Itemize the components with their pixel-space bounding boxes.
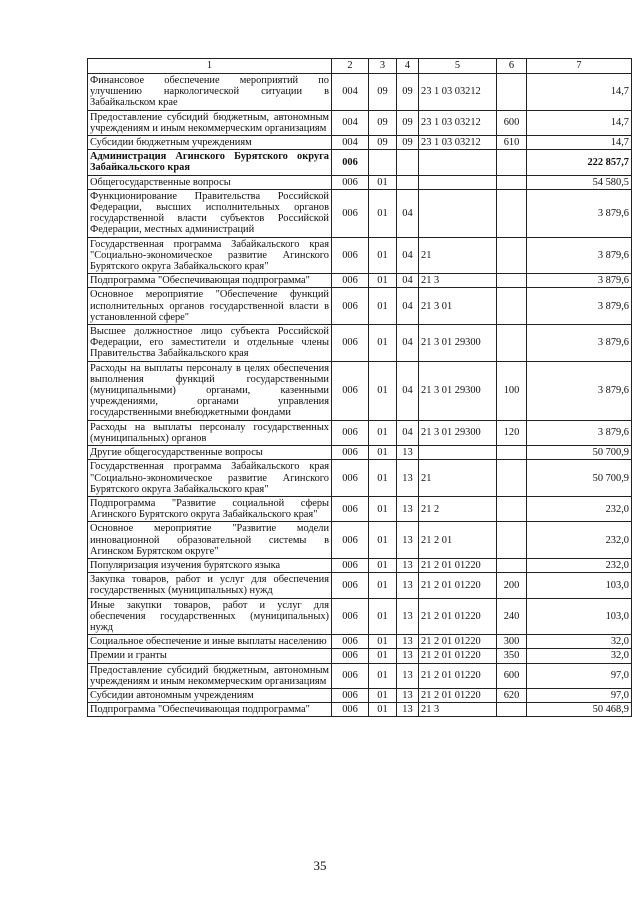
expense-name-cell: Популяризация изучения бурятского языка <box>88 558 332 572</box>
subsection-code-cell: 13 <box>397 688 419 702</box>
expense-name-cell: Функционирование Правительства Российской Федерации, высших исполнительных органов государственной власти субъектов Российской Федерации, местных администраций <box>88 189 332 237</box>
table-row <box>88 361 632 420</box>
table-row <box>88 274 632 288</box>
amount-cell: 232,0 <box>527 522 632 559</box>
ministry-code-cell: 006 <box>332 460 369 497</box>
table-row <box>88 237 632 274</box>
amount-cell: 232,0 <box>527 558 632 572</box>
target-article-cell: 21 2 01 01220 <box>419 558 497 572</box>
table-row <box>88 635 632 649</box>
subsection-code-cell: 13 <box>397 649 419 663</box>
subsection-code-cell: 04 <box>397 189 419 237</box>
table-row <box>88 189 632 237</box>
ministry-code-cell: 006 <box>332 598 369 635</box>
section-code-cell: 01 <box>369 573 397 598</box>
ministry-code-cell: 006 <box>332 150 369 175</box>
expense-name-cell: Иные закупки товаров, работ и услуг для обеспечения государственных (муниципальных) нужд <box>88 598 332 635</box>
table-row <box>88 110 632 135</box>
ministry-code-cell: 006 <box>332 573 369 598</box>
expense-name-cell: Расходы на выплаты персоналу в целях обеспечения выполнения функций государственными (муниципальными) органами, казенными учреждениями, органами управления государственными внебюджетными фондами <box>88 361 332 420</box>
ministry-code-cell: 006 <box>332 635 369 649</box>
subsection-code-cell: 09 <box>397 110 419 135</box>
expense-name-cell: Другие общегосударственные вопросы <box>88 446 332 460</box>
expense-type-cell: 100 <box>497 361 527 420</box>
subsection-code-cell: 13 <box>397 496 419 521</box>
target-article-cell: 21 3 <box>419 703 497 717</box>
subsection-code-cell: 13 <box>397 703 419 717</box>
subsection-code-cell: 04 <box>397 237 419 274</box>
section-code-cell: 01 <box>369 688 397 702</box>
expense-name-cell: Подпрограмма "Обеспечивающая подпрограмма" <box>88 703 332 717</box>
expense-name-cell: Премии и гранты <box>88 649 332 663</box>
table-row <box>88 150 632 175</box>
ministry-code-cell: 006 <box>332 446 369 460</box>
target-article-cell: 21 3 01 <box>419 288 497 325</box>
subsection-code-cell <box>397 150 419 175</box>
target-article-cell: 23 1 03 03212 <box>419 74 497 111</box>
amount-cell: 3 879,6 <box>527 325 632 362</box>
table-row <box>88 446 632 460</box>
ministry-code-cell: 006 <box>332 274 369 288</box>
expense-type-cell: 240 <box>497 598 527 635</box>
ministry-code-cell: 006 <box>332 361 369 420</box>
amount-cell: 50 700,9 <box>527 446 632 460</box>
ministry-code-cell: 006 <box>332 688 369 702</box>
target-article-cell: 21 2 01 01220 <box>419 649 497 663</box>
target-article-cell: 21 3 01 29300 <box>419 361 497 420</box>
ministry-code-cell: 006 <box>332 703 369 717</box>
table-row <box>88 460 632 497</box>
ministry-code-cell: 006 <box>332 558 369 572</box>
section-code-cell: 01 <box>369 189 397 237</box>
ministry-code-cell: 006 <box>332 496 369 521</box>
ministry-code-cell: 006 <box>332 175 369 189</box>
expense-name-cell: Закупка товаров, работ и услуг для обеспечения государственных (муниципальных) нужд <box>88 573 332 598</box>
subsection-code-cell: 09 <box>397 74 419 111</box>
target-article-cell <box>419 175 497 189</box>
column-header: 5 <box>419 59 497 74</box>
table-row <box>88 663 632 688</box>
column-header: 7 <box>527 59 632 74</box>
table-row <box>88 688 632 702</box>
expense-name-cell: Предоставление субсидий бюджетным, автономным учреждениям и иным некоммерческим организациям <box>88 110 332 135</box>
section-code-cell: 01 <box>369 460 397 497</box>
section-code-cell: 01 <box>369 237 397 274</box>
subsection-code-cell: 13 <box>397 663 419 688</box>
expense-type-cell <box>497 175 527 189</box>
target-article-cell: 23 1 03 03212 <box>419 110 497 135</box>
table-row <box>88 136 632 150</box>
expense-name-cell: Расходы на выплаты персоналу государственных (муниципальных) органов <box>88 420 332 445</box>
subsection-code-cell: 13 <box>397 558 419 572</box>
target-article-cell: 21 2 01 01220 <box>419 635 497 649</box>
target-article-cell <box>419 150 497 175</box>
target-article-cell: 21 2 01 01220 <box>419 573 497 598</box>
expense-type-cell <box>497 274 527 288</box>
section-code-cell: 09 <box>369 74 397 111</box>
section-code-cell: 01 <box>369 274 397 288</box>
section-code-cell: 01 <box>369 649 397 663</box>
ministry-code-cell: 006 <box>332 237 369 274</box>
section-code-cell: 01 <box>369 361 397 420</box>
expense-name-cell: Субсидии автономным учреждениям <box>88 688 332 702</box>
expense-type-cell <box>497 558 527 572</box>
amount-cell: 3 879,6 <box>527 420 632 445</box>
expense-name-cell: Социальное обеспечение и иные выплаты населению <box>88 635 332 649</box>
subsection-code-cell: 04 <box>397 325 419 362</box>
amount-cell: 54 580,5 <box>527 175 632 189</box>
expense-type-cell: 600 <box>497 110 527 135</box>
table-row <box>88 420 632 445</box>
expense-type-cell <box>497 237 527 274</box>
section-code-cell: 09 <box>369 136 397 150</box>
section-code-cell: 01 <box>369 558 397 572</box>
section-code-cell: 01 <box>369 420 397 445</box>
subsection-code-cell: 09 <box>397 136 419 150</box>
expense-name-cell: Финансовое обеспечение мероприятий по улучшению наркологической ситуации в Забайкальском крае <box>88 74 332 111</box>
document-page <box>87 58 631 717</box>
section-code-cell: 01 <box>369 598 397 635</box>
expense-type-cell: 120 <box>497 420 527 445</box>
column-header: 4 <box>397 59 419 74</box>
expense-type-cell <box>497 288 527 325</box>
expense-name-cell: Высшее должностное лицо субъекта Российской Федерации, его заместители и отдельные члены Правительства Забайкальского края <box>88 325 332 362</box>
target-article-cell: 21 3 <box>419 274 497 288</box>
table-row <box>88 74 632 111</box>
ministry-code-cell: 006 <box>332 325 369 362</box>
section-code-cell: 01 <box>369 288 397 325</box>
amount-cell: 3 879,6 <box>527 288 632 325</box>
expense-type-cell: 300 <box>497 635 527 649</box>
target-article-cell: 23 1 03 03212 <box>419 136 497 150</box>
subsection-code-cell: 13 <box>397 460 419 497</box>
expense-type-cell <box>497 150 527 175</box>
subsection-code-cell: 13 <box>397 598 419 635</box>
target-article-cell: 21 <box>419 237 497 274</box>
table-header-row <box>88 59 632 74</box>
amount-cell: 3 879,6 <box>527 274 632 288</box>
expense-type-cell: 620 <box>497 688 527 702</box>
amount-cell: 97,0 <box>527 663 632 688</box>
expense-type-cell: 600 <box>497 663 527 688</box>
section-code-cell <box>369 150 397 175</box>
section-code-cell: 01 <box>369 635 397 649</box>
ministry-code-cell: 004 <box>332 74 369 111</box>
amount-cell: 14,7 <box>527 136 632 150</box>
subsection-code-cell: 04 <box>397 288 419 325</box>
expense-type-cell <box>497 74 527 111</box>
ministry-code-cell: 006 <box>332 189 369 237</box>
amount-cell: 32,0 <box>527 635 632 649</box>
ministry-code-cell: 006 <box>332 649 369 663</box>
target-article-cell: 21 2 01 01220 <box>419 688 497 702</box>
amount-cell: 222 857,7 <box>527 150 632 175</box>
expense-type-cell <box>497 703 527 717</box>
table-row <box>88 649 632 663</box>
amount-cell: 232,0 <box>527 496 632 521</box>
expense-name-cell: Государственная программа Забайкальского края "Социально-экономическое развитие Агинского Бурятского округа Забайкальского края" <box>88 460 332 497</box>
amount-cell: 14,7 <box>527 74 632 111</box>
subsection-code-cell: 13 <box>397 446 419 460</box>
subsection-code-cell: 04 <box>397 420 419 445</box>
ministry-code-cell: 006 <box>332 522 369 559</box>
section-code-cell: 09 <box>369 110 397 135</box>
expense-type-cell <box>497 496 527 521</box>
table-row <box>88 325 632 362</box>
ministry-code-cell: 006 <box>332 663 369 688</box>
expense-name-cell: Основное мероприятие "Развитие модели инновационной образовательной системы в Агинском Бурятском округе" <box>88 522 332 559</box>
amount-cell: 3 879,6 <box>527 361 632 420</box>
subsection-code-cell: 04 <box>397 274 419 288</box>
page-number: 35 <box>313 858 327 873</box>
expense-type-cell: 610 <box>497 136 527 150</box>
subsection-code-cell: 13 <box>397 522 419 559</box>
target-article-cell: 21 2 <box>419 496 497 521</box>
target-article-cell: 21 3 01 29300 <box>419 325 497 362</box>
subsection-code-cell <box>397 175 419 189</box>
amount-cell: 50 700,9 <box>527 460 632 497</box>
ministry-code-cell: 004 <box>332 110 369 135</box>
target-article-cell <box>419 446 497 460</box>
section-code-cell: 01 <box>369 446 397 460</box>
subsection-code-cell: 04 <box>397 361 419 420</box>
expense-name-cell: Администрация Агинского Бурятского округа Забайкальского края <box>88 150 332 175</box>
expense-type-cell <box>497 460 527 497</box>
section-code-cell: 01 <box>369 175 397 189</box>
expense-type-cell <box>497 446 527 460</box>
column-header: 3 <box>369 59 397 74</box>
expense-name-cell: Подпрограмма "Обеспечивающая подпрограмма" <box>88 274 332 288</box>
target-article-cell: 21 3 01 29300 <box>419 420 497 445</box>
target-article-cell: 21 2 01 01220 <box>419 598 497 635</box>
subsection-code-cell: 13 <box>397 573 419 598</box>
amount-cell: 3 879,6 <box>527 189 632 237</box>
ministry-code-cell: 004 <box>332 136 369 150</box>
expense-type-cell <box>497 189 527 237</box>
section-code-cell: 01 <box>369 703 397 717</box>
expense-type-cell: 200 <box>497 573 527 598</box>
column-header: 1 <box>88 59 332 74</box>
amount-cell: 14,7 <box>527 110 632 135</box>
table-row <box>88 496 632 521</box>
target-article-cell: 21 2 01 <box>419 522 497 559</box>
table-row <box>88 175 632 189</box>
ministry-code-cell: 006 <box>332 420 369 445</box>
expense-name-cell: Предоставление субсидий бюджетным, автономным учреждениям и иным некоммерческим организациям <box>88 663 332 688</box>
target-article-cell <box>419 189 497 237</box>
section-code-cell: 01 <box>369 496 397 521</box>
ministry-code-cell: 006 <box>332 288 369 325</box>
table-row <box>88 703 632 717</box>
section-code-cell: 01 <box>369 663 397 688</box>
expense-name-cell: Общегосударственные вопросы <box>88 175 332 189</box>
expense-type-cell <box>497 522 527 559</box>
target-article-cell: 21 2 01 01220 <box>419 663 497 688</box>
expense-name-cell: Подпрограмма "Развитие социальной сферы Агинского Бурятского округа Забайкальского края" <box>88 496 332 521</box>
section-code-cell: 01 <box>369 522 397 559</box>
expense-type-cell: 350 <box>497 649 527 663</box>
table-row <box>88 573 632 598</box>
expense-name-cell: Субсидии бюджетным учреждениям <box>88 136 332 150</box>
section-code-cell: 01 <box>369 325 397 362</box>
expense-type-cell <box>497 325 527 362</box>
amount-cell: 97,0 <box>527 688 632 702</box>
subsection-code-cell: 13 <box>397 635 419 649</box>
amount-cell: 32,0 <box>527 649 632 663</box>
table-row <box>88 288 632 325</box>
budget-table <box>87 58 632 717</box>
column-header: 6 <box>497 59 527 74</box>
column-header: 2 <box>332 59 369 74</box>
table-row <box>88 522 632 559</box>
amount-cell: 3 879,6 <box>527 237 632 274</box>
amount-cell: 103,0 <box>527 598 632 635</box>
table-row <box>88 598 632 635</box>
target-article-cell: 21 <box>419 460 497 497</box>
table-row <box>88 558 632 572</box>
amount-cell: 103,0 <box>527 573 632 598</box>
expense-name-cell: Государственная программа Забайкальского края "Социально-экономическое развитие Агинского Бурятского округа Забайкальского края" <box>88 237 332 274</box>
amount-cell: 50 468,9 <box>527 703 632 717</box>
expense-name-cell: Основное мероприятие "Обеспечение функций исполнительных органов государственной власти в установленной сфере" <box>88 288 332 325</box>
